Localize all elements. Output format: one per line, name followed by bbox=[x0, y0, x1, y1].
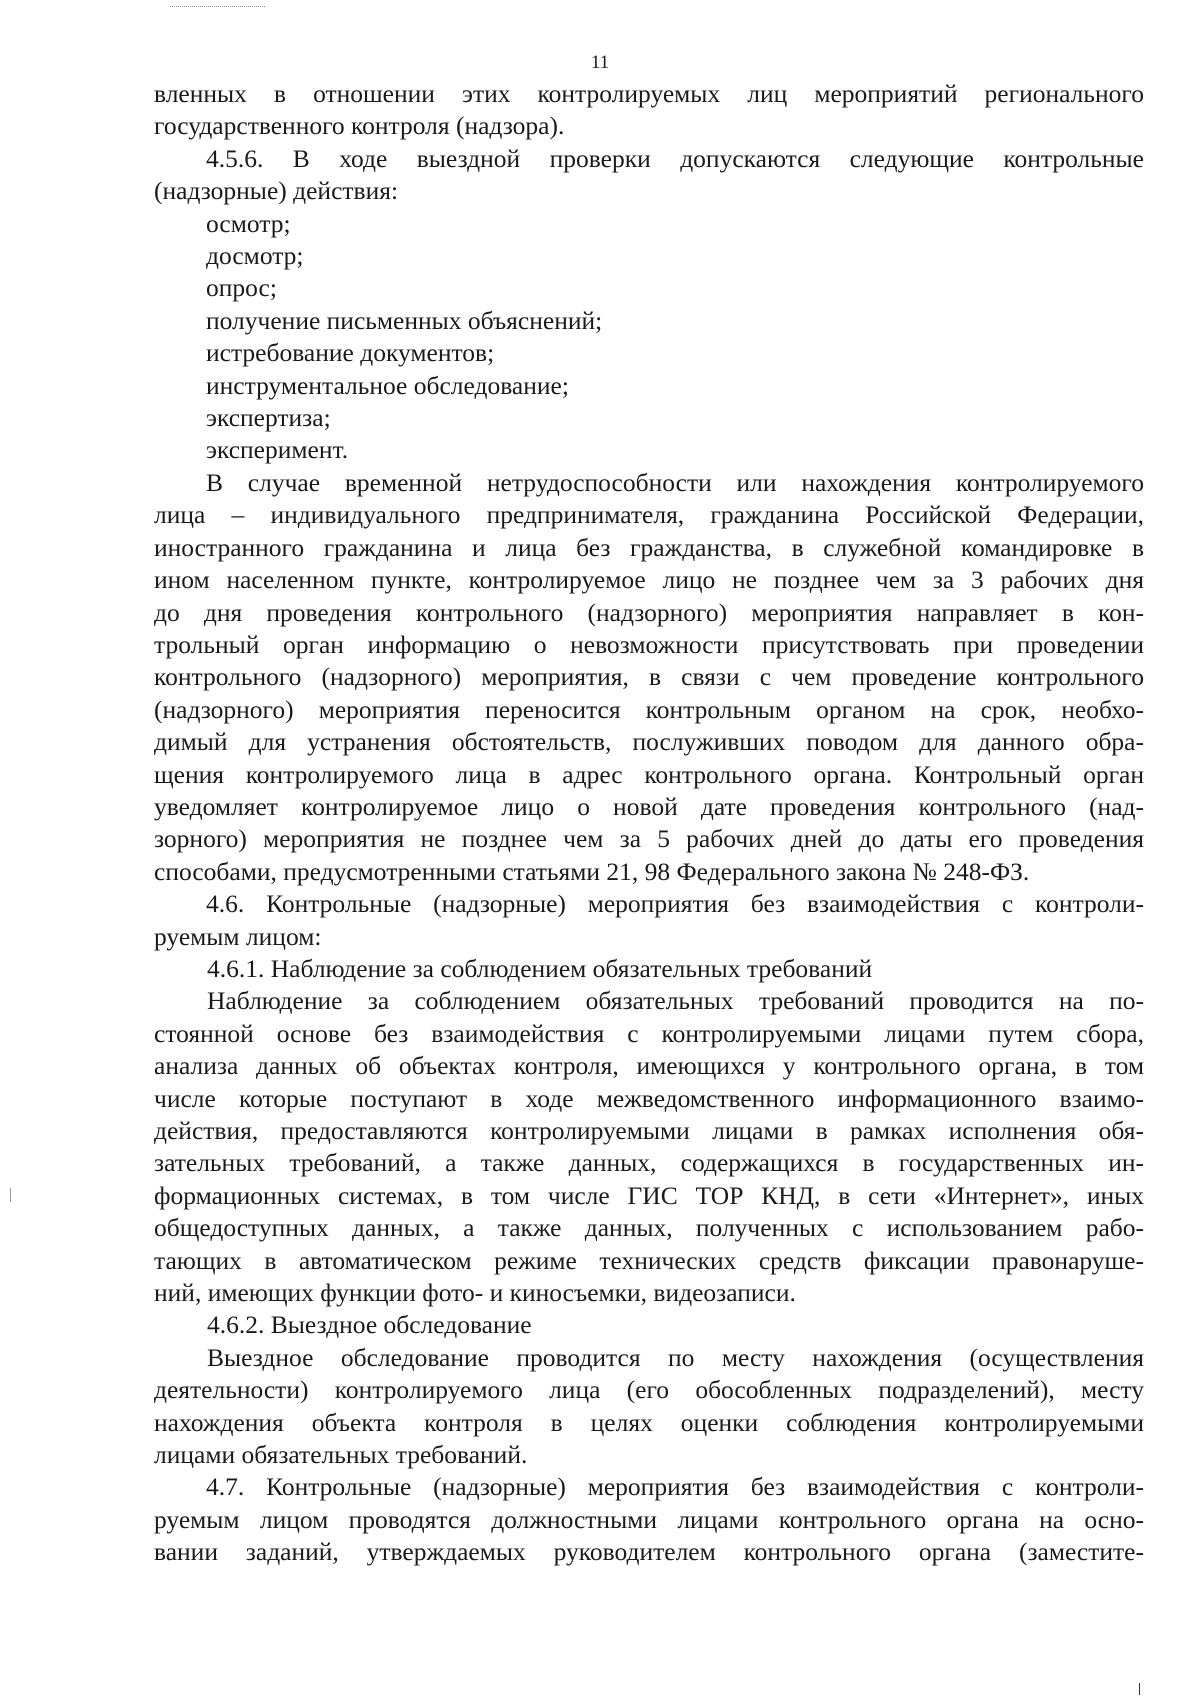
text-line: лицами обязательных требований. bbox=[154, 1440, 528, 1470]
text-line: истребование документов; bbox=[206, 338, 495, 368]
text-line: способами, предусмотренными статьями 21, 98 Федерального закона № 248-ФЗ. bbox=[154, 856, 1030, 886]
text-line: В случае временной нетрудоспособности или нахождения контролируемого bbox=[206, 467, 1144, 497]
text-line: получение письменных объяснений; bbox=[206, 305, 603, 335]
corner-mark bbox=[1139, 1683, 1140, 1695]
text-line: (надзорные) действия: bbox=[154, 176, 399, 206]
text-line: уведомляет контролируемое лицо о новой дате проведения контрольного (над- bbox=[154, 791, 1144, 821]
text-line: инструментальное обследование; bbox=[206, 370, 569, 400]
text-line: государственного контроля (надзора). bbox=[154, 111, 565, 141]
document-body bbox=[154, 78, 1144, 1569]
text-line: щения контролируемого лица в адрес контрольного органа. Контрольный орган bbox=[154, 759, 1144, 789]
text-line: (надзорного) мероприятия переносится контрольным органом на срок, необхо- bbox=[154, 694, 1144, 724]
text-line: контрольного (надзорного) мероприятия, в связи с чем проведение контрольного bbox=[154, 662, 1144, 692]
text-line: анализа данных об объектах контроля, имеющихся у контрольного органа, в том bbox=[154, 1051, 1144, 1081]
text-line: вании заданий, утверждаемых руководителем контрольного органа (заместите- bbox=[154, 1537, 1144, 1567]
text-line: стоянной основе без взаимодействия с контролируемыми лицами путем сбора, bbox=[154, 1018, 1144, 1048]
text-line: деятельности) контролируемого лица (его обособленных подразделений), месту bbox=[154, 1375, 1144, 1405]
page-number: 11 bbox=[590, 52, 610, 73]
text-line: зорного) мероприятия не позднее чем за 5 рабочих дней до даты его проведения bbox=[154, 824, 1144, 854]
text-line: досмотр; bbox=[206, 241, 304, 271]
text-line: до дня проведения контрольного (надзорного) мероприятия направляет в кон- bbox=[154, 597, 1144, 627]
text-line: ний, имеющих функции фото- и киносъемки, видеозаписи. bbox=[154, 1278, 796, 1308]
text-line: экспертиза; bbox=[206, 403, 331, 433]
text-line: осмотр; bbox=[206, 208, 291, 238]
text-line: ином населенном пункте, контролируемое лицо не позднее чем за 3 рабочих дня bbox=[154, 565, 1144, 595]
text-line: опрос; bbox=[206, 273, 277, 303]
text-line: 4.6. Контрольные (надзорные) мероприятия без взаимодействия с контроли- bbox=[206, 889, 1144, 919]
text-line: тающих в автоматическом режиме технических средств фиксации правонаруше- bbox=[154, 1245, 1144, 1275]
text-line: руемым лицом проводятся должностными лицами контрольного органа на осно- bbox=[154, 1504, 1144, 1534]
text-line: Наблюдение за соблюдением обязательных требований проводится на по- bbox=[207, 986, 1144, 1016]
text-line: руемым лицом: bbox=[154, 921, 322, 951]
text-line: Выездное обследование проводится по месту нахождения (осуществления bbox=[207, 1342, 1144, 1372]
text-line: эксперимент. bbox=[206, 435, 349, 465]
text-line: вленных в отношении этих контролируемых лиц мероприятий регионального bbox=[154, 79, 1144, 108]
text-line: димый для устранения обстоятельств, послуживших поводом для данного обра- bbox=[154, 727, 1144, 757]
text-line: 4.7. Контрольные (надзорные) мероприятия без взаимодействия с контроли- bbox=[206, 1472, 1144, 1502]
text-line: лица – индивидуального предпринимателя, гражданина Российской Федерации, bbox=[154, 500, 1144, 530]
text-line: трольный орган информацию о невозможности присутствовать при проведении bbox=[154, 629, 1144, 659]
text-line: иностранного гражданина и лица без гражданства, в служебной командировке в bbox=[154, 532, 1144, 562]
text-line: 4.6.2. Выездное обследование bbox=[207, 1310, 532, 1340]
top-edge-mark bbox=[170, 0, 265, 7]
text-line: формационных системах, в том числе ГИС ТОР КНД, в сети «Интернет», иных bbox=[154, 1180, 1144, 1210]
text-line: 4.6.1. Наблюдение за соблюдением обязательных требований bbox=[207, 953, 873, 983]
text-line: 4.5.6. В ходе выездной проверки допускаются следующие контрольные bbox=[206, 143, 1144, 173]
text-line: общедоступных данных, а также данных, полученных с использованием рабо- bbox=[154, 1213, 1144, 1243]
text-line: действия, предоставляются контролируемыми лицами в рамках исполнения обя- bbox=[154, 1116, 1144, 1145]
text-line: числе которые поступают в ходе межведомственного информационного взаимо- bbox=[154, 1083, 1144, 1113]
text-line: зательных требований, а также данных, содержащихся в государственных ин- bbox=[154, 1148, 1144, 1178]
text-line: нахождения объекта контроля в целях оценки соблюдения контролируемыми bbox=[154, 1407, 1144, 1437]
margin-mark bbox=[10, 1188, 11, 1202]
